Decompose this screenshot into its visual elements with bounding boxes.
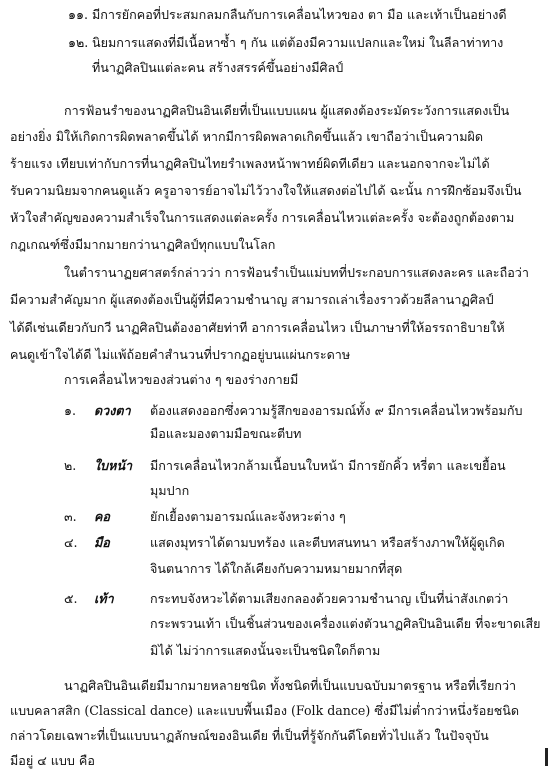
paragraph-line: อย่างยิ่ง มิให้เกิดการผิดพลาดขึ้นได้ หากมีการผิดพลาดเกิดขึ้นแล้ว เขาถือว่าเป็นความผิด (10, 129, 484, 144)
list-heading: การเคลื่อนไหวของส่วนต่าง ๆ ของร่างกายมี (64, 372, 299, 387)
paragraph-line: มีความสำคัญมาก ผู้แสดงต้องเป็นผู้ที่มีความชำนาญ สามารถเล่าเรื่องราวด้วยลีลานาฏศิลป์ (10, 292, 494, 307)
paragraph-line: นาฏศิลปินอินเดียมีมากมายหลายชนิด ทั้งชนิดที่เป็นแบบฉบับมาตรฐาน หรือที่เรียกว่า (64, 678, 517, 693)
list-number: ๒. (64, 458, 77, 473)
list-term: ดวงตา (94, 403, 131, 418)
list-text: มิได้ ไม่ว่าการแสดงนั้นจะเป็นชนิดใดก็ตาม (150, 643, 381, 658)
list-text: กระทบจังหวะได้ตามเสียงกลองด้วยความชำนาญ เป็นที่น่าสังเกตว่า (150, 591, 509, 606)
list-text: มุมปาก (150, 483, 190, 498)
paragraph-line: หัวใจสำคัญของความสำเร็จในการแสดงแต่ละครั้ง การเคลื่อนไหวแต่ละครั้ง จะต้องถูกต้องตาม (10, 210, 515, 225)
list-number: ๔. (64, 535, 78, 550)
paragraph-line: การฟ้อนรำของนาฏศิลปินอินเดียที่เป็นแบบแผน ผู้แสดงต้องระมัดระวังการแสดงเป็น (64, 103, 510, 118)
paragraph-line: แบบคลาสสิก (Classical dance) และแบบพื้นเมือง (Folk dance) ซึ่งมีไม่ต่ำกว่าหนึ่งร้อยชนิด (10, 703, 520, 718)
item-number: ๑๒. (68, 35, 89, 50)
item-number: ๑๑. (68, 7, 88, 22)
list-number: ๓. (64, 509, 77, 524)
list-term: คอ (94, 509, 110, 524)
item-text: นิยมการแสดงที่มีเนื้อหาซ้ำ ๆ กัน แต่ต้องมีความแปลกและใหม่ ในลีลาท่าทาง (92, 35, 504, 50)
list-text: ยักเยื้องตามอารมณ์และจังหวะต่าง ๆ (150, 509, 346, 524)
list-number: ๕. (64, 591, 78, 606)
paragraph-line: ได้ดีเช่นเดียวกับกวี นาฏศิลปินต้องอาศัยท่าที อาการเคลื่อนไหว เป็นภาษาที่ให้อรรถาธิบายให้ (10, 320, 505, 335)
paragraph-line: ร้ายแรง เทียบเท่ากับการที่นาฏศิลปินไทยรำเพลงหน้าพาทย์ผิดทีเดียว และนอกจากจะไม่ได้ (10, 156, 490, 171)
page-edge-mark (545, 748, 548, 766)
list-text: ต้องแสดงออกซึ่งความรู้สึกของอารมณ์ทั้ง ๙ มีการเคลื่อนไหวพร้อมกับ (150, 403, 523, 418)
list-text: กระพรวนเท้า เป็นชิ้นส่วนของเครื่องแต่งตัวนาฏศิลปินอินเดีย ที่จะขาดเสีย (150, 616, 541, 631)
list-text: มีการเคลื่อนไหวกล้ามเนื้อบนใบหน้า มีการยักคิ้ว หรี่ตา และเขยื้อน (150, 458, 506, 473)
list-text: แสดงมุทราได้ตามบทร้อง และตีบทสนทนา หรือสร้างภาพให้ผู้ดูเกิด (150, 535, 505, 550)
list-number: ๑. (64, 403, 76, 418)
list-term: เท้า (94, 591, 114, 606)
list-text: มือและมองตามมือขณะตีบท (150, 426, 302, 441)
item-text: มีการยักคอที่ประสมกลมกลืนกับการเคลื่อนไหวของ ตา มือ และเท้าเป็นอย่างดี (92, 7, 507, 22)
list-term: มือ (94, 535, 110, 550)
list-term: ใบหน้า (94, 458, 133, 473)
paragraph-line: กฎเกณฑ์ซึ่งมีมากมายกว่านาฏศิลป์ทุกแบบในโลก (10, 237, 276, 252)
paragraph-line: กล่าวโดยเฉพาะที่เป็นแบบนาฏลักษณ์ของอินเดีย ที่เป็นที่รู้จักกันดีโดยทั่วไปแล้ว ในปัจจุบัน (10, 728, 489, 743)
item-text: ที่นาฏศิลปินแต่ละคน สร้างสรรค์ขึ้นอย่างมีศิลป์ (92, 60, 344, 75)
paragraph-line: มีอยู่ ๔ แบบ คือ (10, 753, 95, 768)
paragraph-line: คนดูเข้าใจได้ดี ไม่แพ้ถ้อยคำสำนวนที่ปรากฏอยู่บนแผ่นกระดาษ (10, 347, 351, 362)
paragraph-line: ในตำรานาฏยศาสตร์กล่าวว่า การฟ้อนรำเป็นแม่บทที่ประกอบการแสดงละคร และถือว่า (64, 265, 529, 280)
list-text: จินตนาการ ได้ใกล้เคียงกับความหมายมากที่สุด (150, 561, 403, 576)
paragraph-line: รับความนิยมจากคนดูแล้ว ครูอาจารย์อาจไม่ไว้วางใจให้แสดงต่อไปได้ ฉะนั้น การฝึกซ้อมจึงเป็น (10, 183, 522, 198)
